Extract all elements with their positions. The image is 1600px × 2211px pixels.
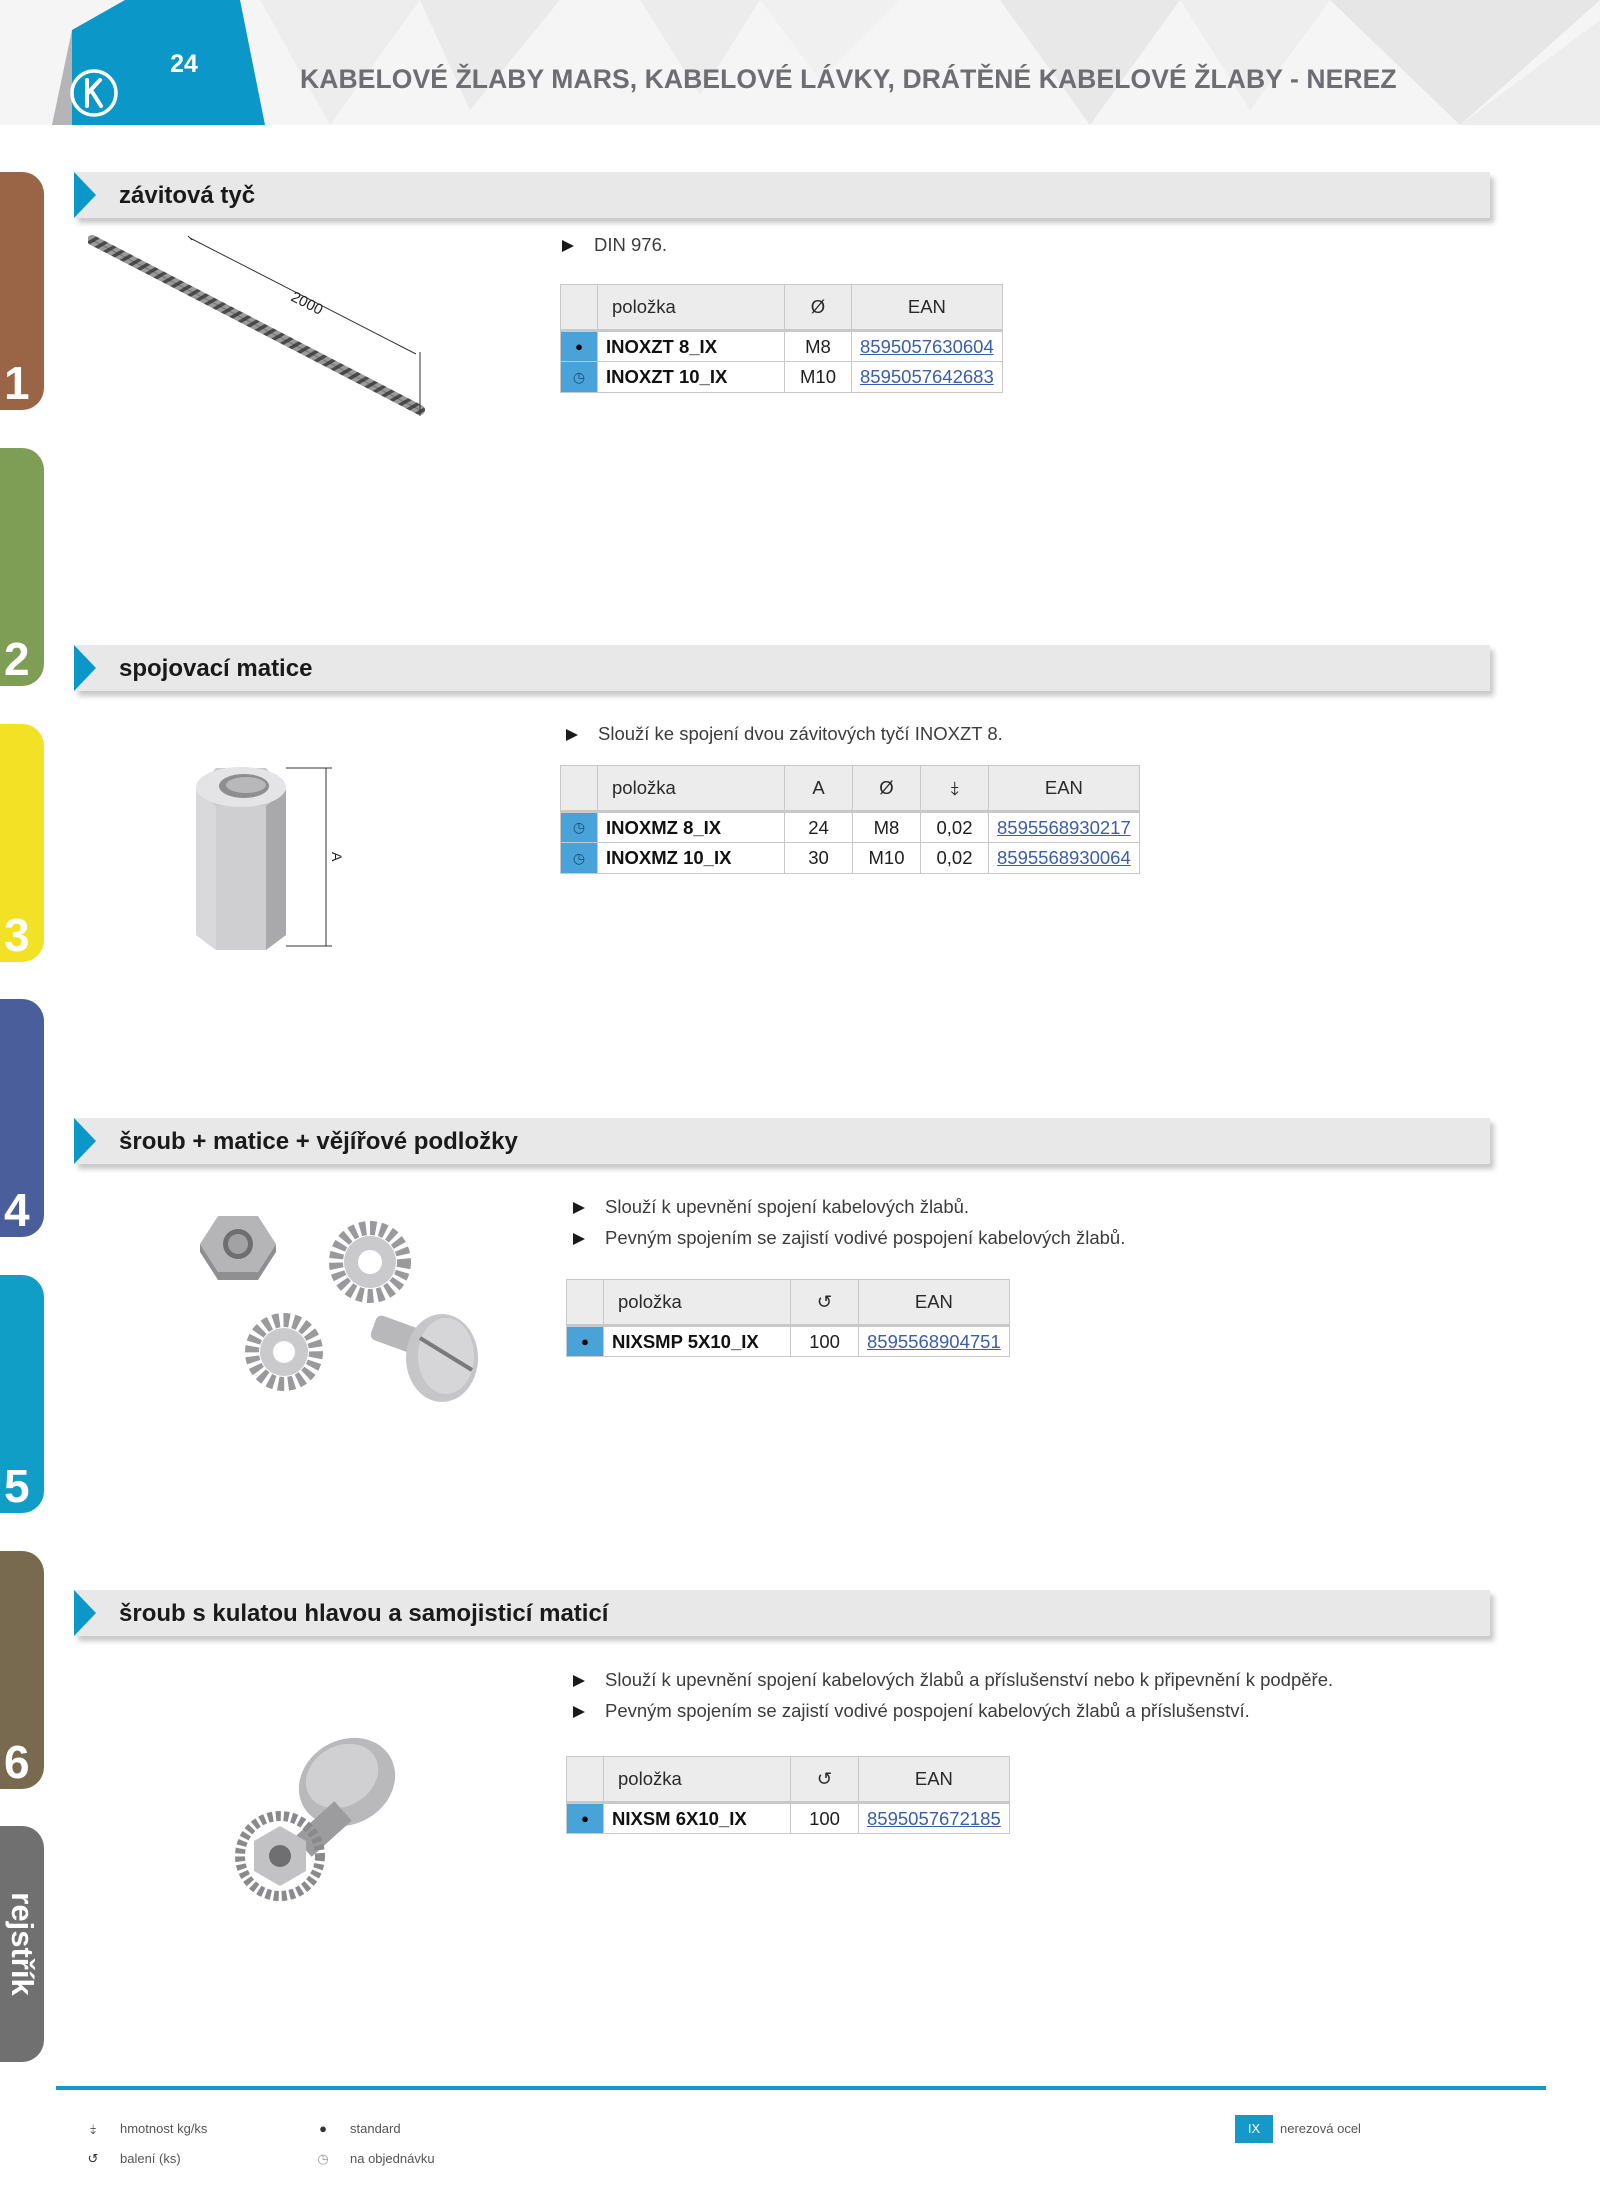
chapter-tab-label: 4	[4, 1184, 30, 1236]
ean-link[interactable]: 8595568930064	[989, 843, 1140, 874]
ean-link[interactable]: 8595568930217	[989, 812, 1140, 843]
product-code: NIXSM 6X10_IX	[604, 1803, 791, 1834]
bullet-arrow-icon	[573, 1202, 585, 1214]
table-header-cell: EAN	[989, 766, 1140, 812]
bullet-arrow-icon	[562, 240, 574, 252]
weight-icon: ⤈	[90, 2121, 96, 2136]
table-row	[561, 331, 1003, 362]
footer-divider	[56, 2086, 1546, 2090]
standard-dot-icon: ●	[561, 331, 598, 362]
table-header-cell: A	[785, 766, 853, 812]
table-header-cell	[561, 285, 598, 331]
pack-cell: 100	[791, 1326, 859, 1357]
standard-dot-icon: ●	[567, 1326, 604, 1357]
product-table-round-head-bolt	[566, 1756, 1010, 1834]
section-arrow-icon	[74, 1118, 96, 1164]
pack-icon: ↺	[791, 1757, 859, 1803]
product-table-coupling-nut	[560, 765, 1140, 874]
legend-standard-label: standard	[350, 2121, 401, 2136]
bullet-arrow-icon	[566, 729, 578, 741]
chapter-tab-label: 3	[4, 909, 30, 961]
dimension-label: A	[329, 852, 345, 862]
table-header-cell: položka	[598, 285, 785, 331]
section-arrow-icon	[74, 645, 96, 691]
chapter-tab-1[interactable]	[0, 172, 44, 410]
table-row	[567, 1803, 1010, 1834]
section-title: spojovací matice	[119, 655, 313, 682]
table-header-cell	[561, 766, 598, 812]
chapter-tab-5[interactable]	[0, 1275, 44, 1513]
clock-icon: ◷	[561, 843, 598, 874]
diameter-cell: M8	[785, 331, 852, 362]
standard-dot-icon: ●	[567, 1803, 604, 1834]
clock-icon: ◷	[317, 2151, 329, 2166]
standard-dot-icon: ●	[319, 2121, 327, 2136]
weight-icon: ⤈	[921, 766, 989, 812]
table-header-cell: EAN	[852, 285, 1003, 331]
legend-material-label: nerezová ocel	[1280, 2121, 1361, 2136]
bullet-arrow-icon	[573, 1233, 585, 1245]
diameter-cell: M8	[853, 812, 921, 843]
page-title: KABELOVÉ ŽLABY MARS, KABELOVÉ LÁVKY, DRÁTĚNÉ KABELOVÉ ŽLABY - NEREZ	[300, 64, 1397, 94]
table-header-row	[561, 766, 1140, 812]
table-header-row	[567, 1280, 1010, 1326]
legend-weight-label: hmotnost kg/ks	[120, 2121, 208, 2136]
dimension-label: 2000	[288, 288, 326, 319]
clock-icon: ◷	[561, 362, 598, 393]
chapter-tab-3[interactable]	[0, 724, 44, 962]
section-header-bolt-nut-washers	[74, 1118, 1490, 1164]
feature-bullet: DIN 976.	[562, 234, 667, 256]
section-arrow-icon	[74, 1590, 96, 1636]
table-header-cell: položka	[604, 1280, 791, 1326]
round-head-bolt-photo	[232, 1732, 412, 1902]
length-cell: 24	[785, 812, 853, 843]
table-row	[567, 1326, 1010, 1357]
table-header-cell: EAN	[859, 1757, 1010, 1803]
section-header-coupling-nut	[74, 645, 1490, 691]
section-title: šroub s kulatou hlavou a samojisticí maticí	[119, 1600, 609, 1627]
ean-link[interactable]: 8595057630604	[852, 331, 1003, 362]
product-table-threaded-rod	[560, 284, 1003, 393]
weight-cell: 0,02	[921, 812, 989, 843]
chapter-tab-label: 5	[4, 1460, 30, 1512]
table-header-cell: Ø	[853, 766, 921, 812]
feature-bullet: Pevným spojením se zajistí vodivé pospojení kabelových žlabů.	[573, 1227, 1125, 1249]
table-header-cell: Ø	[785, 285, 852, 331]
threaded-rod-drawing	[88, 232, 428, 428]
coupling-nut-drawing	[186, 760, 356, 956]
feature-bullet: Slouží k upevnění spojení kabelových žlabů a příslušenství nebo k připevnění k podpěře.	[573, 1669, 1333, 1691]
section-header-round-head-bolt	[74, 1590, 1490, 1636]
feature-bullet: Slouží ke spojení dvou závitových tyčí INOXZT 8.	[566, 723, 1003, 745]
section-header-threaded-rod	[74, 172, 1490, 218]
feature-bullet: Slouží k upevnění spojení kabelových žlabů.	[573, 1196, 969, 1218]
page-number: 24	[170, 50, 198, 78]
product-code: NIXSMP 5X10_IX	[604, 1326, 791, 1357]
product-code: INOXZT 10_IX	[598, 362, 785, 393]
bullet-arrow-icon	[573, 1675, 585, 1687]
diameter-cell: M10	[853, 843, 921, 874]
diameter-cell: M10	[785, 362, 852, 393]
section-arrow-icon	[74, 172, 96, 218]
bolt-nut-washers-photo	[196, 1210, 486, 1420]
length-cell: 30	[785, 843, 853, 874]
section-title: šroub + matice + vějířové podložky	[119, 1128, 518, 1155]
product-code: INOXZT 8_IX	[598, 331, 785, 362]
pack-icon: ↺	[791, 1280, 859, 1326]
table-header-cell	[567, 1280, 604, 1326]
bullet-arrow-icon	[573, 1706, 585, 1718]
table-header-cell	[567, 1757, 604, 1803]
chapter-tab-4[interactable]	[0, 999, 44, 1237]
ean-link[interactable]: 8595057672185	[859, 1803, 1010, 1834]
pack-icon: ↺	[87, 2151, 99, 2166]
material-code-badge: IX	[1235, 2115, 1273, 2143]
logo-k-icon	[68, 67, 120, 119]
ean-link[interactable]: 8595568904751	[859, 1326, 1010, 1357]
legend-order-label: na objednávku	[350, 2151, 435, 2166]
chapter-tab-label: rejstřík	[5, 1892, 40, 1996]
table-row	[561, 362, 1003, 393]
ean-link[interactable]: 8595057642683	[852, 362, 1003, 393]
chapter-tab-label: 6	[4, 1736, 30, 1788]
table-header-row	[567, 1757, 1010, 1803]
chapter-tab-label: 1	[4, 357, 30, 409]
table-header-row	[561, 285, 1003, 331]
product-code: INOXMZ 8_IX	[598, 812, 785, 843]
chapter-tab-label: 2	[4, 633, 30, 685]
feature-bullet: Pevným spojením se zajistí vodivé pospojení kabelových žlabů a příslušenství.	[573, 1700, 1250, 1722]
pack-cell: 100	[791, 1803, 859, 1834]
weight-cell: 0,02	[921, 843, 989, 874]
section-title: závitová tyč	[119, 182, 256, 209]
table-row	[561, 843, 1140, 874]
clock-icon: ◷	[561, 812, 598, 843]
table-header-cell: položka	[604, 1757, 791, 1803]
legend-pack-label: balení (ks)	[120, 2151, 181, 2166]
chapter-tab-2[interactable]	[0, 448, 44, 686]
product-table-bolt-nut-washers	[566, 1279, 1010, 1357]
chapter-tab-6[interactable]	[0, 1551, 44, 1789]
product-code: INOXMZ 10_IX	[598, 843, 785, 874]
table-header-cell: EAN	[859, 1280, 1010, 1326]
table-header-cell: položka	[598, 766, 785, 812]
header-background	[0, 0, 1600, 125]
chapter-tab-index[interactable]	[0, 1826, 44, 2062]
table-row	[561, 812, 1140, 843]
